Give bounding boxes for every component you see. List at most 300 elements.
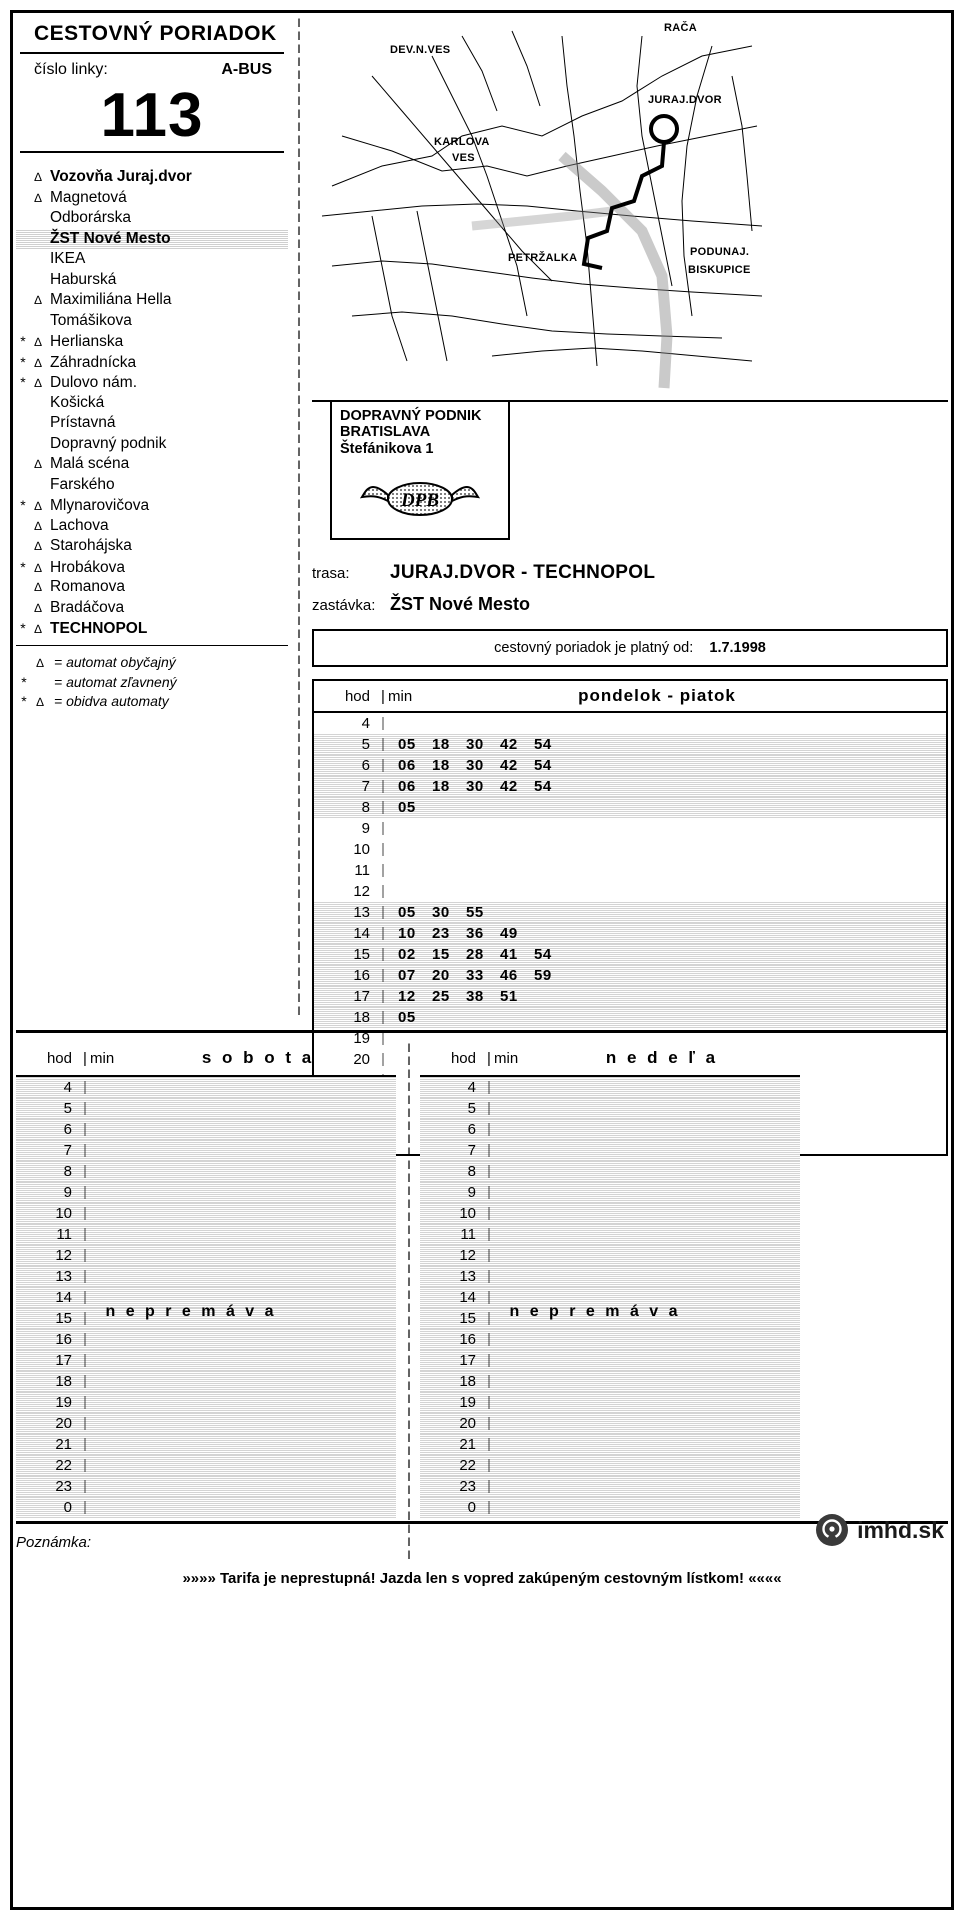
timetable-row [314, 986, 946, 1007]
stop-item[interactable] [16, 516, 288, 537]
row-separator: | [381, 736, 385, 752]
timetable-row [16, 1413, 396, 1434]
timetable-row [16, 1224, 396, 1245]
row-hour: 16 [459, 1331, 476, 1348]
stop-name: Košická [50, 393, 105, 411]
saturday-day-header: s o b o t a [201, 1048, 315, 1067]
timetable-row [420, 1476, 800, 1497]
stop-item[interactable] [16, 577, 288, 598]
timetable-row [420, 1182, 800, 1203]
row-separator: | [381, 841, 385, 857]
stop-item[interactable] [16, 352, 288, 373]
row-separator: | [83, 1436, 87, 1452]
timetable-row [314, 944, 946, 965]
timetable-row [420, 1287, 800, 1308]
row-hour: 10 [459, 1205, 476, 1222]
timetable-row [16, 1140, 396, 1161]
timetable-row [16, 1308, 396, 1329]
row-hour: 23 [55, 1478, 72, 1495]
operator-box-area [312, 400, 948, 550]
weekday-hod-header: hod [344, 687, 370, 705]
row-hour: 19 [55, 1394, 72, 1411]
stop-name: Haburská [50, 270, 117, 288]
map-label: DEV.N.VES [390, 44, 451, 56]
map-label: KARLOVA [434, 136, 490, 148]
timetable-row [16, 1371, 396, 1392]
map-label: VES [452, 152, 475, 164]
timetable-row [16, 1098, 396, 1119]
row-separator: | [83, 1100, 87, 1116]
imhd-brand[interactable] [815, 1513, 944, 1547]
stop-item[interactable] [16, 290, 288, 311]
legend-star-icon: * [21, 692, 27, 709]
row-hour: 11 [354, 862, 370, 879]
stop-item[interactable] [16, 536, 288, 557]
weekday-day-header: pondelok - piatok [578, 686, 736, 705]
row-separator: | [487, 1268, 491, 1284]
row-hour: 9 [467, 1184, 476, 1201]
row-hour: 12 [55, 1247, 72, 1264]
row-hour: 11 [460, 1226, 476, 1243]
saturday-hod-header: hod [46, 1049, 72, 1067]
validity-text: cestovný poriadok je platný od: [494, 640, 694, 656]
stop-name: Hrobákova [50, 558, 125, 576]
row-hour: 5 [63, 1100, 72, 1117]
map-label: PODUNAJ. [690, 246, 750, 258]
row-hour: 14 [459, 1289, 476, 1306]
row-separator: | [381, 715, 385, 731]
row-minutes: 06 18 30 42 54 [398, 778, 552, 795]
saturday-min-header: min [90, 1049, 115, 1067]
row-separator: | [381, 1030, 385, 1046]
row-hour: 14 [353, 925, 370, 942]
row-separator: | [83, 1373, 87, 1389]
timetable-row [314, 818, 946, 839]
stop-name: Prístavná [50, 414, 116, 431]
row-separator: | [487, 1310, 491, 1326]
row-separator: | [83, 1310, 87, 1326]
row-separator: | [487, 1226, 491, 1242]
map-label: BISKUPICE [688, 264, 751, 276]
timetable-row [420, 1245, 800, 1266]
legend-text: = obidva automaty [54, 692, 169, 709]
row-hour: 14 [55, 1289, 72, 1306]
stop-item[interactable] [16, 208, 288, 229]
stop-name: Magnetová [50, 188, 127, 206]
row-separator: | [83, 1142, 87, 1158]
row-hour: 8 [361, 799, 370, 816]
stop-name: Záhradnícka [50, 353, 137, 371]
timetable-row [16, 1434, 396, 1455]
timetable-row [314, 965, 946, 986]
weekend-section [16, 1030, 948, 1593]
timetable-row [420, 1203, 800, 1224]
tariff-notice: »»»» Tarifa je neprestupná! Jazda len s vopred zakúpeným cestovným lístkom! «««« [182, 1570, 782, 1587]
weekday-min-header: min [388, 687, 413, 705]
row-minutes: 05 30 55 [398, 904, 484, 921]
row-hour: 9 [63, 1184, 72, 1201]
stop-item[interactable] [16, 495, 288, 516]
timetable-row [314, 797, 946, 818]
row-separator: | [487, 1373, 491, 1389]
stop-name: Tomášikova [50, 311, 132, 329]
timetable-row [16, 1287, 396, 1308]
row-separator: | [487, 1142, 491, 1158]
row-hour: 15 [353, 946, 370, 963]
row-separator: | [83, 1205, 87, 1221]
row-hour: 10 [353, 841, 370, 858]
discount-machine-icon: * [20, 620, 26, 636]
timetable-row [420, 1434, 800, 1455]
row-hour: 12 [459, 1247, 476, 1264]
row-separator: | [83, 1289, 87, 1305]
dpb-logo-text: DPB [401, 490, 439, 511]
row-separator: | [381, 904, 385, 920]
stop-item[interactable] [16, 270, 288, 291]
row-hour: 0 [63, 1499, 72, 1516]
saturday-timetable [16, 1041, 396, 1593]
timetable-row [420, 1497, 800, 1518]
row-separator: | [83, 1079, 87, 1095]
timetable-row [420, 1266, 800, 1287]
timetable-row [16, 1245, 396, 1266]
map-label: RAČA [664, 22, 697, 34]
timetable-row [314, 860, 946, 881]
stop-item[interactable] [16, 167, 288, 188]
row-separator: | [487, 1100, 491, 1116]
timetable-row [420, 1329, 800, 1350]
timetable-row [420, 1140, 800, 1161]
ticket-machine-icon: ∆ [34, 499, 42, 513]
row-hour: 16 [55, 1331, 72, 1348]
row-separator: | [83, 1247, 87, 1263]
row-hour: 8 [63, 1163, 72, 1180]
ticket-machine-icon: ∆ [34, 457, 42, 471]
row-hour: 5 [467, 1100, 476, 1117]
stop-name: Dopravný podnik [50, 434, 167, 452]
page-title: CESTOVNÝ PORIADOK [34, 22, 277, 45]
row-separator: | [381, 883, 385, 899]
stop-item[interactable] [16, 249, 288, 270]
row-hour: 4 [467, 1079, 476, 1096]
row-hour: 11 [56, 1226, 72, 1243]
column-separator: ‖ ‖ ‖ ‖ ‖ ‖ ‖ ‖ ‖ ‖ ‖ ‖ ‖ ‖ ‖ ‖ ‖ ‖ ‖ ‖ ‖ ‖ ‖ ‖ ‖ ‖ ‖ ‖ ‖ ‖ ‖ ‖ ‖ ‖ ‖ ‖ ‖ ‖ ‖ ‖ ‖ ‖ ‖ ‖ ‖ ‖ ‖ ‖ ‖ ‖ ‖ ‖ ‖ ‖ ‖ ‖ ‖ ‖ ‖ ‖ ‖ ‖ ‖ ‖ ‖ ‖ ‖ ‖ ‖ ‖ ‖ ‖ ‖ ‖ ‖ ‖ ‖ [297, 15, 301, 1018]
row-hour: 17 [459, 1352, 476, 1369]
stop-item[interactable] [16, 393, 288, 414]
timetable-row [420, 1077, 800, 1098]
row-hour: 20 [353, 1051, 370, 1068]
ticket-machine-icon: ∆ [34, 293, 42, 307]
discount-machine-icon: * [20, 333, 26, 349]
sunday-min-header: min [494, 1049, 519, 1067]
row-separator: | [487, 1415, 491, 1431]
operator-name: DOPRAVNÝ PODNIK [340, 408, 482, 424]
legend [16, 645, 288, 712]
row-separator: | [381, 925, 385, 941]
stop-name: Romanova [50, 578, 125, 595]
line-info-column [16, 16, 288, 1016]
row-minutes: 05 [398, 799, 416, 816]
stop-name: Starohájska [50, 537, 132, 554]
route-label: trasa: [312, 565, 350, 582]
operator-city: BRATISLAVA [340, 424, 431, 440]
validity-date: 1.7.1998 [709, 640, 766, 656]
row-hour: 17 [353, 988, 370, 1005]
row-hour: 10 [55, 1205, 72, 1222]
stop-list [16, 167, 288, 639]
row-hour: 20 [459, 1415, 476, 1432]
timetable-row [420, 1350, 800, 1371]
ticket-machine-icon: ∆ [34, 170, 42, 184]
timetable-row [420, 1119, 800, 1140]
imhd-logo-icon [815, 1513, 849, 1547]
row-separator: | [83, 1184, 87, 1200]
timetable-row [420, 1392, 800, 1413]
stop-name: Odborárska [50, 209, 131, 226]
divider [20, 151, 284, 153]
dpb-logo-icon [340, 465, 500, 527]
timetable-row [16, 1266, 396, 1287]
stop-name: Lachova [50, 516, 109, 534]
row-separator: | [83, 1499, 87, 1515]
timetable-row [16, 1203, 396, 1224]
timetable-row [16, 1119, 396, 1140]
row-separator: | [487, 1247, 491, 1263]
row-hour: 20 [55, 1415, 72, 1432]
header-separator: | [83, 1049, 87, 1067]
stop-name: Malá scéna [50, 455, 130, 472]
sunday-hod-header: hod [450, 1049, 476, 1067]
row-hour: 7 [467, 1142, 476, 1159]
stop-item[interactable] [16, 618, 288, 639]
stop-item[interactable] [16, 454, 288, 475]
stop-item[interactable] [16, 311, 288, 332]
row-separator: | [381, 757, 385, 773]
operator-tag: A-BUS [221, 61, 272, 78]
route-value: JURAJ.DVOR - TECHNOPOL [390, 562, 656, 583]
row-separator: | [381, 1051, 385, 1067]
line-number-label: číslo linky: [34, 61, 108, 78]
stop-item[interactable] [16, 413, 288, 434]
ticket-machine-icon: ∆ [34, 539, 42, 553]
stop-name: Maximiliána Hella [50, 291, 172, 308]
row-separator: | [83, 1226, 87, 1242]
row-hour: 19 [459, 1394, 476, 1411]
ticket-machine-icon: ∆ [34, 376, 42, 390]
timetable-row [16, 1497, 396, 1518]
legend-star-icon: * [21, 673, 27, 690]
line-number: 113 [100, 81, 204, 150]
timetable-row [420, 1308, 800, 1329]
legend-row [16, 653, 288, 673]
stop-name: Mlynarovičova [50, 497, 150, 514]
legend-triangle-icon: ∆ [36, 655, 44, 670]
row-separator: | [487, 1499, 491, 1515]
timetable-row [314, 713, 946, 734]
row-separator: | [381, 862, 385, 878]
sunday-no-service: n e p r e m á v a [509, 1303, 681, 1320]
column-separator: ‖ ‖ ‖ ‖ ‖ ‖ ‖ ‖ ‖ ‖ ‖ ‖ ‖ ‖ ‖ ‖ ‖ ‖ ‖ ‖ ‖ ‖ ‖ ‖ ‖ ‖ ‖ ‖ ‖ ‖ ‖ ‖ ‖ ‖ ‖ ‖ ‖ ‖ ‖ ‖ [407, 1040, 411, 1562]
row-hour: 22 [459, 1457, 476, 1474]
row-separator: | [381, 967, 385, 983]
row-hour: 15 [55, 1310, 72, 1327]
row-hour: 4 [63, 1079, 72, 1096]
row-separator: | [487, 1457, 491, 1473]
row-separator: | [83, 1457, 87, 1473]
row-separator: | [487, 1394, 491, 1410]
row-hour: 13 [353, 904, 370, 921]
discount-machine-icon: * [20, 497, 26, 513]
timetable-row [420, 1371, 800, 1392]
discount-machine-icon: * [20, 374, 26, 390]
row-separator: | [381, 946, 385, 962]
timetable-row [314, 755, 946, 776]
stop-row [312, 594, 948, 615]
row-minutes: 07 20 33 46 59 [398, 967, 552, 984]
network-map-svg [312, 16, 772, 391]
timetable-row [314, 881, 946, 902]
row-separator: | [487, 1184, 491, 1200]
row-hour: 15 [459, 1310, 476, 1327]
row-hour: 18 [459, 1373, 476, 1390]
row-hour: 8 [467, 1163, 476, 1180]
row-hour: 9 [361, 820, 370, 837]
ticket-machine-icon: ∆ [34, 518, 42, 533]
row-hour: 13 [459, 1268, 476, 1285]
legend-row [16, 692, 288, 712]
row-hour: 12 [353, 883, 370, 900]
timetable-row [314, 923, 946, 944]
row-separator: | [83, 1415, 87, 1431]
stop-value: ŽST Nové Mesto [390, 594, 531, 614]
stop-name: Vozovňa Juraj.dvor [50, 168, 192, 185]
row-separator: | [487, 1289, 491, 1305]
row-hour: 17 [55, 1352, 72, 1369]
imhd-brand-text: imhd.sk [857, 1516, 944, 1543]
timetable-row [16, 1161, 396, 1182]
map-label: JURAJ.DVOR [648, 94, 722, 106]
timetable-row [420, 1224, 800, 1245]
row-separator: | [487, 1436, 491, 1452]
row-hour: 13 [55, 1268, 72, 1285]
row-separator: | [487, 1331, 491, 1347]
header-separator: | [381, 687, 385, 705]
discount-machine-icon: * [20, 353, 26, 370]
row-separator: | [487, 1478, 491, 1494]
saturday-no-service: n e p r e m á v a [105, 1303, 277, 1320]
timetable-row [16, 1329, 396, 1350]
timetable-row [420, 1413, 800, 1434]
row-minutes: 05 [398, 1009, 416, 1026]
network-map [312, 16, 948, 396]
stop-name: Dulovo nám. [50, 374, 138, 391]
ticket-machine-icon: ∆ [34, 580, 42, 594]
timetable-row [420, 1161, 800, 1182]
divider [20, 52, 284, 54]
row-separator: | [381, 1009, 385, 1025]
row-minutes: 10 23 36 49 [398, 925, 518, 942]
stop-item[interactable] [16, 188, 288, 209]
row-hour: 6 [467, 1121, 476, 1138]
stop-name: Farského [50, 475, 115, 493]
row-hour: 5 [361, 736, 370, 753]
timetable-row [420, 1455, 800, 1476]
timetable-row [16, 1350, 396, 1371]
row-hour: 23 [459, 1478, 476, 1495]
operator-box [330, 400, 510, 540]
row-separator: | [487, 1352, 491, 1368]
row-hour: 7 [361, 778, 370, 795]
row-separator: | [381, 820, 385, 836]
row-minutes: 06 18 30 42 54 [398, 757, 552, 774]
stop-item[interactable] [16, 557, 288, 578]
row-hour: 22 [55, 1457, 72, 1474]
note-label: Poznámka: [16, 1521, 948, 1551]
legend-text: = automat zľavnený [54, 673, 177, 690]
timetable-row [314, 902, 946, 923]
discount-machine-icon: * [20, 558, 26, 575]
row-hour: 6 [361, 757, 370, 774]
timetable-row [314, 1007, 946, 1028]
row-minutes: 05 18 30 42 54 [398, 736, 552, 753]
route-row [312, 562, 948, 584]
timetable-row [16, 1476, 396, 1497]
timetable-row [16, 1182, 396, 1203]
row-hour: 16 [353, 967, 370, 984]
stop-item[interactable] [16, 372, 288, 393]
ticket-machine-icon: ∆ [34, 600, 42, 615]
timetable-row [314, 734, 946, 755]
row-separator: | [487, 1121, 491, 1137]
stop-name: ŽST Nové Mesto [50, 229, 171, 247]
row-separator: | [487, 1163, 491, 1179]
row-hour: 7 [63, 1142, 72, 1159]
operator-address: Štefánikova 1 [340, 441, 434, 457]
timetable-row [314, 839, 946, 860]
row-separator: | [83, 1163, 87, 1179]
header-separator: | [487, 1049, 491, 1067]
stop-item[interactable] [16, 229, 288, 250]
timetable-row [420, 1098, 800, 1119]
stop-item[interactable] [16, 331, 288, 352]
row-separator: | [487, 1079, 491, 1095]
row-separator: | [83, 1268, 87, 1284]
stop-name: Herlianska [50, 333, 124, 350]
row-hour: 18 [55, 1373, 72, 1390]
ticket-machine-icon: ∆ [34, 190, 42, 205]
row-hour: 18 [353, 1009, 370, 1026]
stop-label: zastávka: [312, 597, 376, 614]
row-separator: | [83, 1394, 87, 1410]
row-hour: 4 [361, 715, 370, 732]
row-separator: | [487, 1205, 491, 1221]
timetable-row [16, 1392, 396, 1413]
row-separator: | [83, 1331, 87, 1347]
stop-name: IKEA [50, 250, 86, 267]
row-separator: | [83, 1478, 87, 1494]
stop-name: TECHNOPOL [50, 620, 148, 637]
row-separator: | [83, 1352, 87, 1368]
legend-row [16, 673, 288, 692]
ticket-machine-icon: ∆ [34, 622, 42, 636]
row-minutes: 12 25 38 51 [398, 988, 518, 1005]
timetable-row [314, 776, 946, 797]
stop-item[interactable] [16, 475, 288, 496]
stop-item[interactable] [16, 434, 288, 455]
stop-item[interactable] [16, 598, 288, 619]
validity-box [312, 629, 948, 667]
ticket-machine-icon: ∆ [34, 560, 42, 575]
